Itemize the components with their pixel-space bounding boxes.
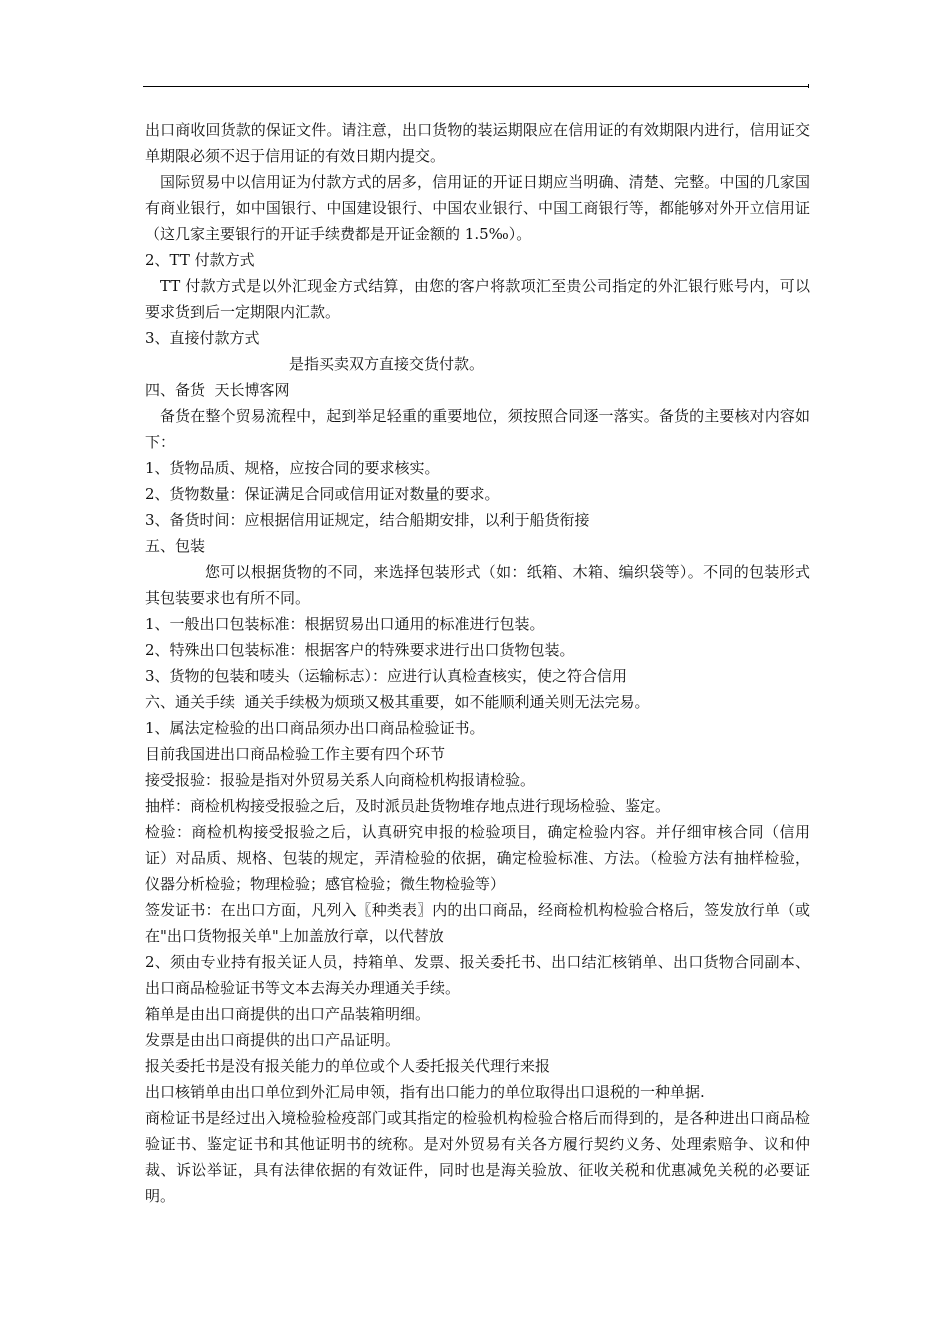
paragraph-stock-preparation: 备货在整个贸易流程中，起到举足轻重的重要地位，须按照合同逐一落实。备货的主要核对内容如下： (145, 407, 810, 451)
list-item-customs-documents: 2、须由专业持有报关证人员，持箱单、发票、报关委托书、出口结汇核销单、出口货物合同副本、出口商品检验证书等文本去海关办理通关手续。 (145, 953, 810, 997)
list-item-special-packaging: 2、特殊出口包装标准：根据客户的特殊要求进行出口货物包装。 (145, 641, 575, 659)
list-item-goods-quality: 1、货物品质、规格，应按合同的要求核实。 (145, 459, 440, 477)
paragraph-invoice: 发票是由出口商提供的出口产品证明。 (145, 1031, 401, 1049)
heading-customs-clearance: 六、通关手续 通关手续极为烦琐又极其重要，如不能顺利通关则无法完易。 (145, 693, 650, 711)
paragraph-issue-certificate: 签发证书：在出口方面，凡列入〖种类表〗内的出口商品，经商检机构检验合格后，签发放行单（或在"出口货物报关单"上加盖放行章，以代替放 (145, 901, 810, 945)
heading-packaging: 五、包装 (145, 537, 206, 555)
paragraph-inspection-certificate: 商检证书是经过出入境检验检疫部门或其指定的检验机构检验合格后而得到的，是各种进出口商品检验证书、鉴定证书和其他证明书的统称。是对外贸易有关各方履行契约义务、处理索赔争、议和仲裁、诉讼举证，具有法律依据的有效证件，同时也是海关验放、征收关税和优惠减免关税的必要证明。 (145, 1109, 810, 1205)
paragraph-sampling: 抽样：商检机构接受报验之后，及时派员赴货物堆存地点进行现场检验、鉴定。 (145, 797, 671, 815)
paragraph-inspection: 检验：商检机构接受报验之后，认真研究申报的检验项目，确定检验内容。并仔细审核合同（信用证）对品质、规格、包装的规定，弄清检验的依据，确定检验标准、方法。（检验方法有抽样检验，仪器分析检验；物理检验；感官检验；微生物检验等） (145, 823, 810, 893)
paragraph-direct-payment: 是指买卖双方直接交货付款。 (289, 355, 485, 373)
list-item-shipping-marks: 3、货物的包装和唛头（运输标志）：应进行认真检查核实，使之符合信用 (145, 667, 628, 685)
list-item-stock-time: 3、备货时间：应根据信用证规定，结合船期安排，以利于船货衔接 (145, 511, 590, 529)
heading-direct-payment: 3、直接付款方式 (145, 329, 260, 347)
list-item-goods-quantity: 2、货物数量：保证满足合同或信用证对数量的要求。 (145, 485, 500, 503)
paragraph-lc-continuation: 出口商收回货款的保证文件。请注意，出口货物的装运期限应在信用证的有效期限内进行，信用证交单期限必须不迟于信用证的有效日期内提交。 (145, 121, 810, 165)
document-body (145, 117, 810, 1209)
paragraph-tt-payment: TT 付款方式是以外汇现金方式结算，由您的客户将款项汇至贵公司指定的外汇银行账号内，可以要求货到后一定期限内汇款。 (145, 277, 810, 321)
paragraph-power-of-attorney: 报关委托书是没有报关能力的单位或个人委托报关代理行来报 (145, 1057, 551, 1075)
paragraph-four-stages: 目前我国进出口商品检验工作主要有四个环节 (145, 745, 446, 763)
header-rule-tick (808, 84, 809, 88)
paragraph-verification-form: 出口核销单由出口单位到外汇局申领，指有出口能力的单位取得出口退税的一种单据. (145, 1083, 705, 1101)
header-rule (143, 86, 809, 87)
paragraph-packaging: 您可以根据货物的不同，来选择包装形式（如：纸箱、木箱、编织袋等）。不同的包装形式其包装要求也有所不同。 (145, 563, 810, 607)
list-item-general-packaging: 1、一般出口包装标准：根据贸易出口通用的标准进行包装。 (145, 615, 545, 633)
heading-tt-payment: 2、TT 付款方式 (145, 251, 255, 269)
list-item-inspection-certificate: 1、属法定检验的出口商品须办出口商品检验证书。 (145, 719, 485, 737)
heading-stock-preparation: 四、备货 天长博客网 (145, 381, 290, 399)
paragraph-lc-banks: 国际贸易中以信用证为付款方式的居多，信用证的开证日期应当明确、清楚、完整。中国的几家国有商业银行，如中国银行、中国建设银行、中国农业银行、中国工商银行等，都能够对外开立信用证（这几家主要银行的开证手续费都是开证金额的 1.5‰）。 (145, 173, 810, 243)
paragraph-packing-list: 箱单是由出口商提供的出口产品装箱明细。 (145, 1005, 431, 1023)
paragraph-accept-inspection: 接受报验：报验是指对外贸易关系人向商检机构报请检验。 (145, 771, 536, 789)
